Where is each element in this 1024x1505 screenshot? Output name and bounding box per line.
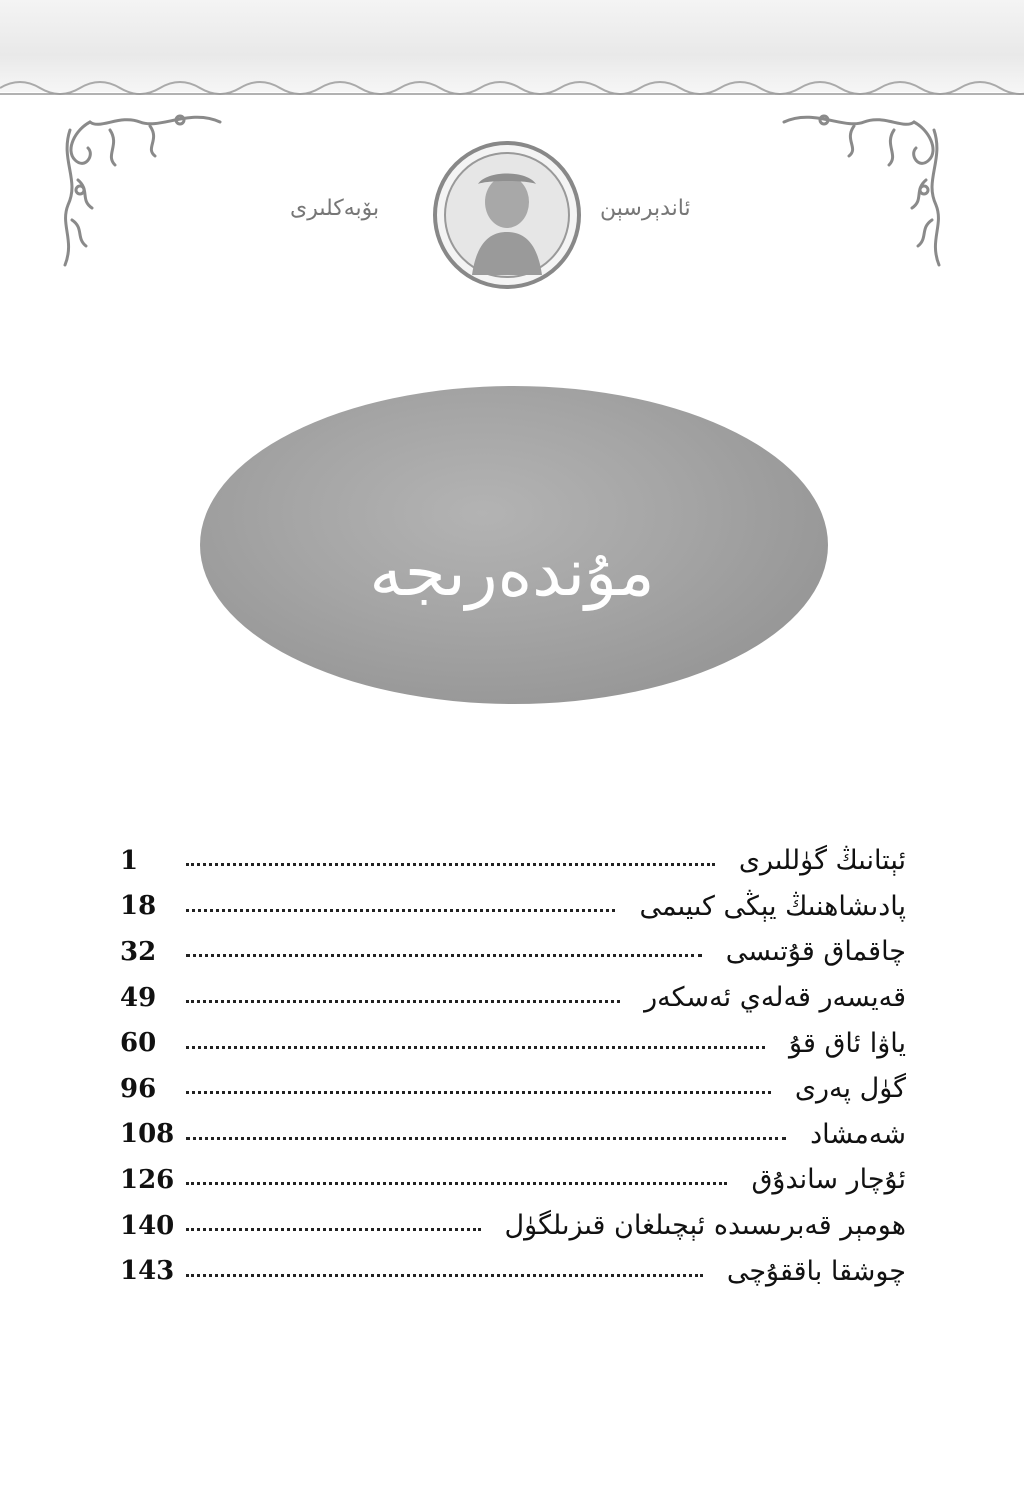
toc-entry[interactable]: [120, 975, 906, 1021]
toc-entry-page: 1: [120, 845, 139, 876]
toc-entry-title: پادىشاھنىڭ يېڭى كىيىمى: [639, 890, 906, 922]
toc-entry-page: 96: [120, 1073, 157, 1104]
toc-leader-dots: [186, 954, 702, 957]
toc-entry-title: ھومېر قەبرىسىدە ئېچىلغان قىزىلگۈل: [504, 1210, 906, 1242]
toc-entry-page: 126: [120, 1164, 175, 1195]
toc-entry[interactable]: [120, 884, 906, 930]
toc-entry[interactable]: [120, 1157, 906, 1203]
toc-leader-dots: [186, 1000, 620, 1003]
author-portrait-medallion: [432, 140, 582, 290]
toc-leader-dots: [186, 863, 715, 866]
corner-ornament-left: [50, 100, 230, 275]
toc-entry-title: چوشقا باققۇچى: [726, 1255, 906, 1287]
toc-entry[interactable]: [120, 1248, 906, 1294]
toc-entry[interactable]: [120, 1020, 906, 1066]
table-of-contents: [120, 838, 906, 1294]
corner-ornament-right: [774, 100, 954, 275]
header-series: بۆبەكلىرى: [290, 196, 380, 221]
toc-entry[interactable]: [120, 929, 906, 975]
header-author: ئاندېرسېن: [600, 196, 691, 221]
toc-entry[interactable]: [120, 1112, 906, 1158]
lace-border-edge: [0, 70, 1024, 100]
toc-entry-page: 49: [120, 982, 157, 1013]
page-title: مۇندەرىجە: [369, 534, 655, 612]
toc-entry-page: 18: [120, 891, 157, 922]
toc-entry-title: قەيسەر قەلەي ئەسكەر: [644, 982, 906, 1014]
toc-entry[interactable]: [120, 838, 906, 884]
toc-leader-dots: [186, 1046, 765, 1049]
toc-entry-page: 143: [120, 1256, 175, 1287]
toc-entry-title: گۈل پەرى: [794, 1073, 906, 1105]
toc-entry-title: ئېتانىڭ گۈللىرى: [738, 845, 906, 877]
toc-entry-title: شەمشاد: [810, 1118, 906, 1150]
toc-entry-page: 140: [120, 1210, 175, 1241]
toc-leader-dots: [186, 1228, 481, 1231]
toc-leader-dots: [186, 1274, 703, 1277]
toc-entry-page: 108: [120, 1119, 175, 1150]
toc-entry-page: 32: [120, 936, 157, 967]
toc-leader-dots: [186, 909, 615, 912]
toc-entry[interactable]: [120, 1203, 906, 1249]
toc-leader-dots: [186, 1182, 727, 1185]
toc-entry-title: ياۋا ئاق قۇ: [789, 1027, 906, 1059]
toc-leader-dots: [186, 1091, 771, 1094]
toc-leader-dots: [186, 1137, 786, 1140]
toc-entry[interactable]: [120, 1066, 906, 1112]
toc-entry-title: چاقماق قۇتىسى: [725, 936, 906, 968]
toc-entry-page: 60: [120, 1028, 157, 1059]
toc-entry-title: ئۇچار ساندۇق: [751, 1164, 906, 1196]
